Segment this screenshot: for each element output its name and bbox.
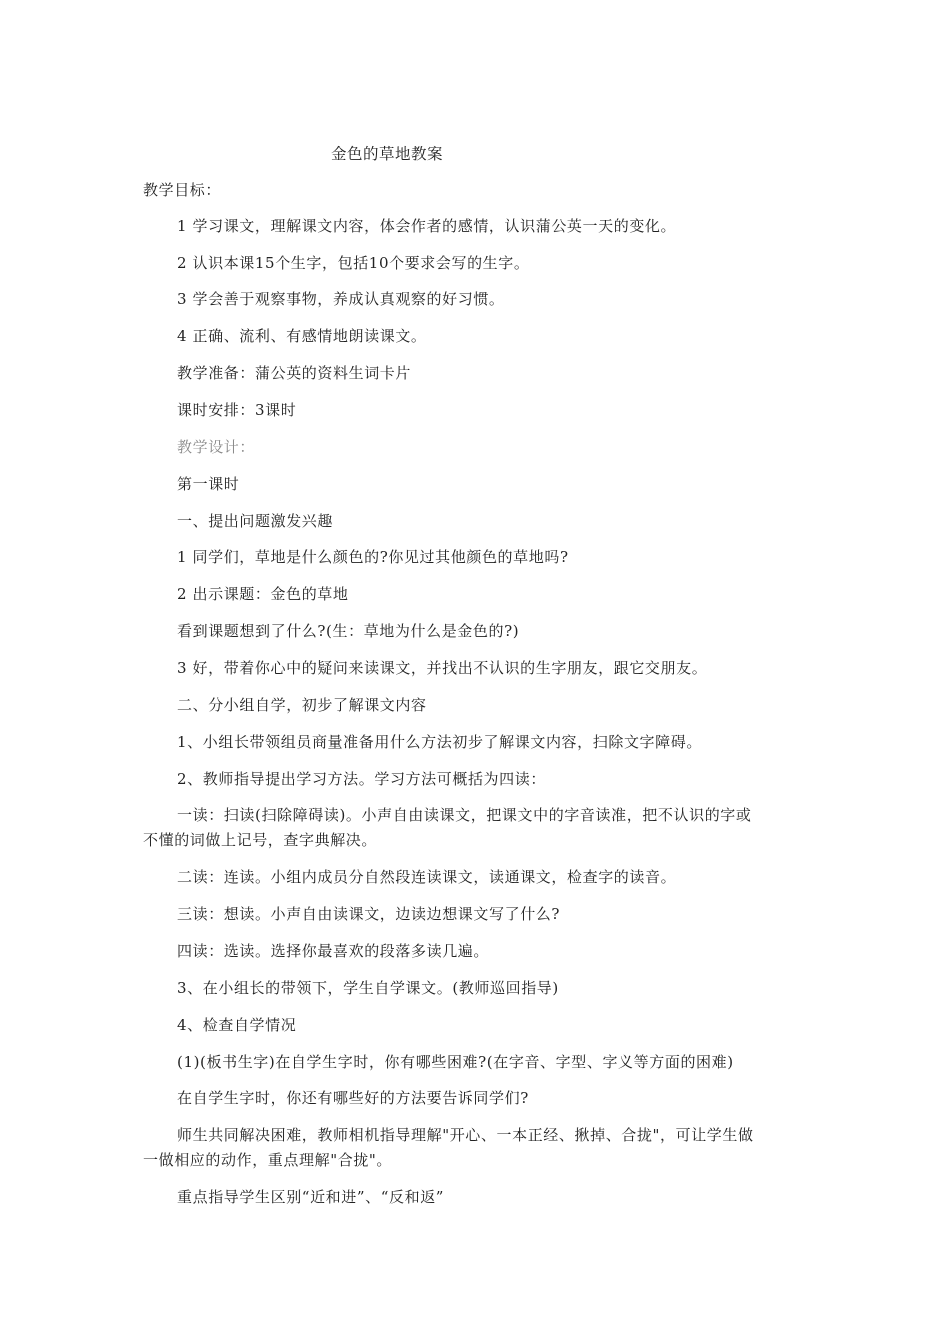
paragraph: 3、在小组长的带领下，学生自学课文。(教师巡回指导) bbox=[177, 979, 559, 997]
paragraph: 1、小组长带领组员商量准备用什么方法初步了解课文内容，扫除文字障碍。 bbox=[177, 733, 702, 751]
paragraph: 4、检查自学情况 bbox=[177, 1016, 297, 1034]
section-heading-design: 教学设计： bbox=[177, 438, 256, 456]
paragraph-continuation: 不懂的词做上记号，查字典解决。 bbox=[143, 831, 378, 849]
paragraph: 3 好，带着你心中的疑问来读课文，并找出不认识的生字朋友，跟它交朋友。 bbox=[177, 659, 708, 677]
paragraph: 在自学生字时，你还有哪些好的方法要告诉同学们? bbox=[177, 1089, 529, 1107]
document-title: 金色的草地教案 bbox=[331, 145, 444, 163]
paragraph: 重点指导学生区别“近和进”、“反和返” bbox=[177, 1188, 445, 1206]
paragraph-continuation: 一做相应的动作，重点理解"合拢"。 bbox=[143, 1151, 393, 1169]
paragraph: 二读：连读。小组内成员分自然段连读课文，读通课文，检查字的读音。 bbox=[177, 868, 677, 886]
paragraph: 课时安排：3课时 bbox=[177, 401, 297, 419]
paragraph: 3 学会善于观察事物，养成认真观察的好习惯。 bbox=[177, 290, 505, 308]
paragraph: 2 认识本课15个生字，包括10个要求会写的生字。 bbox=[177, 254, 530, 272]
paragraph: 教学准备：蒲公英的资料生词卡片 bbox=[177, 364, 412, 382]
paragraph: 四读：选读。选择你最喜欢的段落多读几遍。 bbox=[177, 942, 490, 960]
paragraph: (1)(板书生字)在自学生字时，你有哪些困难?(在字音、字型、字义等方面的困难) bbox=[177, 1053, 734, 1071]
paragraph: 师生共同解决困难，教师相机指导理解"开心、一本正经、揪掉、合拢"，可让学生做 bbox=[177, 1126, 754, 1144]
paragraph: 1 同学们，草地是什么颜色的?你见过其他颜色的草地吗? bbox=[177, 548, 569, 566]
section-heading-objectives: 教学目标： bbox=[143, 181, 222, 199]
paragraph: 一读：扫读(扫除障碍读)。小声自由读课文，把课文中的字音读准，把不认识的字或 bbox=[177, 806, 752, 824]
paragraph: 1 学习课文，理解课文内容，体会作者的感情，认识蒲公英一天的变化。 bbox=[177, 217, 677, 235]
paragraph: 第一课时 bbox=[177, 475, 240, 493]
paragraph: 看到课题想到了什么?(生：草地为什么是金色的?) bbox=[177, 622, 520, 640]
paragraph: 三读：想读。小声自由读课文，边读边想课文写了什么? bbox=[177, 905, 561, 923]
paragraph: 2、教师指导提出学习方法。学习方法可概括为四读： bbox=[177, 770, 546, 788]
paragraph: 2 出示课题：金色的草地 bbox=[177, 585, 349, 603]
paragraph: 4 正确、流利、有感情地朗读课文。 bbox=[177, 327, 427, 345]
paragraph: 二、分小组自学，初步了解课文内容 bbox=[177, 696, 427, 714]
paragraph: 一、提出问题激发兴趣 bbox=[177, 512, 334, 530]
